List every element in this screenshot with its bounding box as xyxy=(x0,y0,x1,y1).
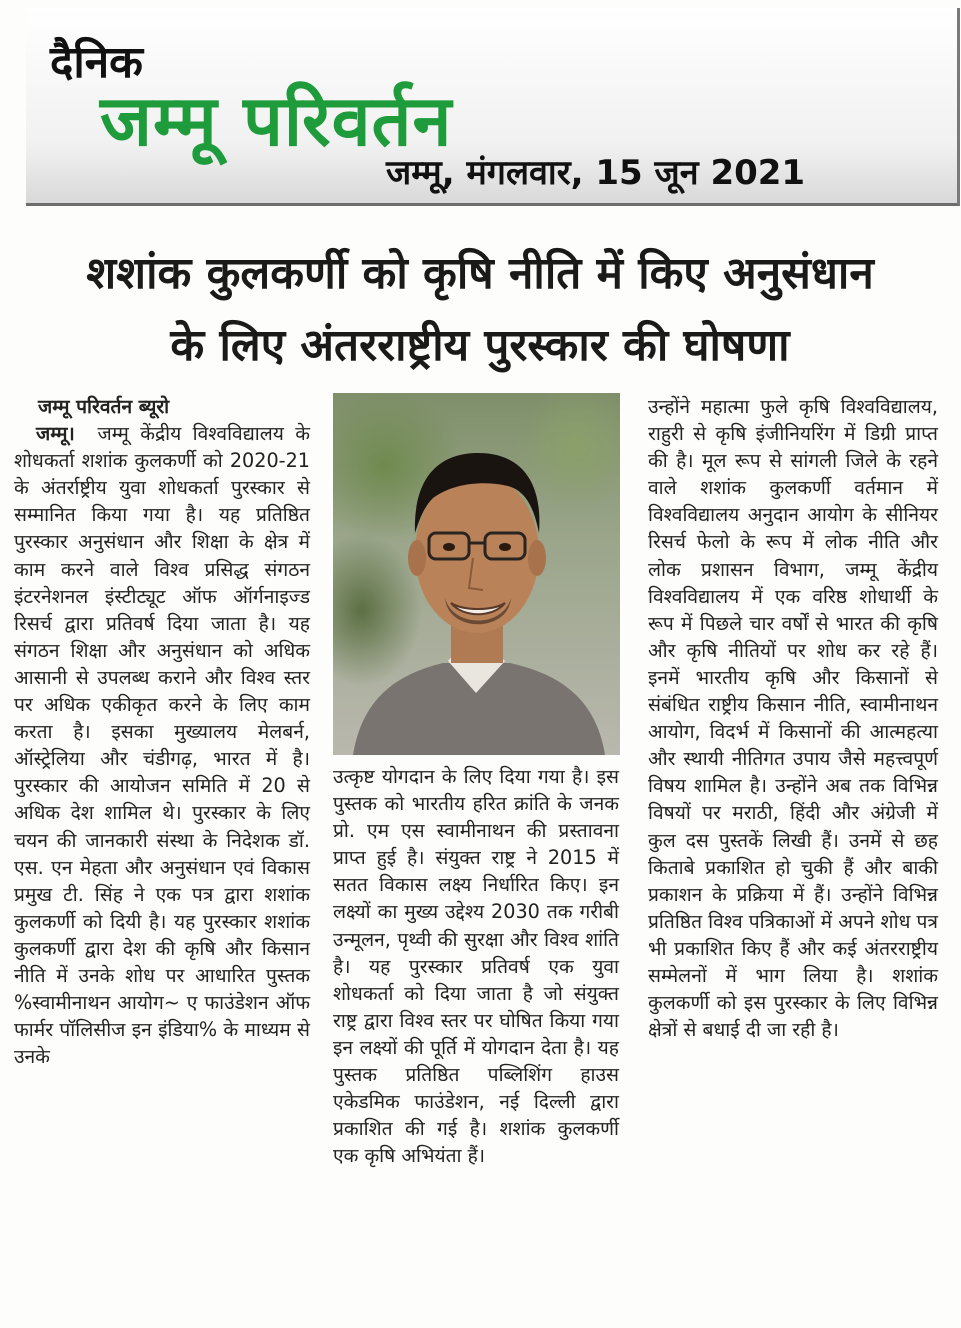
article-column-2 xyxy=(333,763,619,1169)
newspaper-title: जम्मू परिवर्तन xyxy=(100,80,453,162)
portrait-illustration xyxy=(333,393,620,755)
masthead xyxy=(26,8,960,206)
article-place: जम्मू। xyxy=(36,422,75,446)
issue-dateline: जम्मू, मंगलवार, 15 जून 2021 xyxy=(386,153,806,193)
headline-line-2: के लिए अंतरराष्ट्रीय पुरस्कार की घोषणा xyxy=(170,320,790,371)
article-column-1 xyxy=(14,393,310,1070)
column-3-text: उन्होंने महात्मा फुले कृषि विश्वविद्यालय, राहुरी से कृषि इंजीनियरिंग में डिग्री प्राप्त की है। मूल रूप से सांगली जिले के रहने वाले शशांक कुलकर्णी वर्तमान में विश्वविद्यालय अनुदान आयोग के सीनियर रिसर्च फेलो के रूप में लोक नीति और लोक प्रशासन विभाग, जम्मू केंद्रीय विश्वविद्यालय में एक वरिष्ठ शोधार्थी के रूप में पिछले चार वर्षों से भारत की कृषि और कृषि नीतियों पर शोध कर रहे हैं। इनमें भारतीय कृषि और किसानों से संबंधित राष्ट्रीय किसान नीति, स्वामीनाथन आयोग, विदर्भ में किसानों की आत्महत्या और स्थायी नीतिगत उपाय जैसे महत्त्वपूर्ण विषय शामिल है। उन्होंने अब तक विभिन्न विषयों पर मराठी, हिंदी और अंग्रेजी में कुल दस पुस्तकें लिखी हैं। उनमें से छह किताबे प्रकाशित हो चुकी हैं और बाकी प्रकाशन के प्रक्रिया में हैं। उन्होंने विभिन्न प्रतिष्ठित विश्व पत्रिकाओं में अपने शोध पत्र भी प्रकाशित किए हैं और कई अंतरराष्ट्रीय सम्मेलनों में भाग लिया है। शशांक कुलकर्णी को इस पुरस्कार के लिए विभिन्न क्षेत्रों से बधाई दी जा रही है। xyxy=(648,395,938,1042)
masthead-daily-label: दैनिक xyxy=(50,37,143,88)
article-column-3 xyxy=(648,393,938,1043)
column-2-text: उत्कृष्ट योगदान के लिए दिया गया है। इस पुस्तक को भारतीय हरित क्रांति के जनक प्रो. एम एस स्वामीनाथन की प्रस्तावना प्राप्त हुई है। संयुक्त राष्ट्र ने 2015 में सतत विकास लक्ष्य निर्धारित किए। इन लक्ष्यों का मुख्य उद्देश्य 2030 तक गरीबी उन्मूलन, पृथ्वी की सुरक्षा और विश्व शांति है। यह पुरस्कार प्रतिवर्ष एक युवा शोधकर्ता को दिया जाता है जो संयुक्त राष्ट्र द्वारा विश्व स्तर पर घोषित किया गया इन लक्ष्यों की पूर्ति में योगदान देता है। यह पुस्तक प्रतिष्ठित पब्लिशिंग हाउस एकेडमिक फाउंडेशन, नई दिल्ली द्वारा प्रकाशित की गई है। शशांक कुलकर्णी एक कृषि अभियंता हैं। xyxy=(333,765,619,1168)
column-1-text: जम्मू केंद्रीय विश्वविद्यालय के शोधकर्ता शशांक कुलकर्णी को 2020-21 के अंतर्राष्ट्रीय युवा शोधकर्ता पुरस्कार से सम्मानित किया गया है। यह प्रतिष्ठित पुरस्कार अनुसंधान और शिक्षा के क्षेत्र में काम करने वाले विश्व प्रसिद्ध संगठन इंटरनेशनल इंस्टीट्यूट ऑफ ऑर्गनाइज्ड रिसर्च द्वारा प्रतिवर्ष दिया जाता है। यह संगठन शिक्षा और अनुसंधान को अधिक आसानी से उपलब्ध कराने और विश्व स्तर पर अधिक एकीकृत करने के लिए काम करता है। इसका मुख्यालय मेलबर्न, ऑस्ट्रेलिया और चंडीगढ़, भारत में है। पुरस्कार की आयोजन समिति में 20 से अधिक देश शामिल थे। पुरस्कार के लिए चयन की जानकारी संस्था के निदेशक डॉ. एस. एन मेहता और अनुसंधान एवं विकास प्रमुख टी. सिंह ने एक पत्र द्वारा शशांक कुलकर्णी को दियी है। यह पुरस्कार शशांक कुलकर्णी द्वारा देश की कृषि और किसान नीति में उनके शोध पर आधारित पुस्तक %स्वामीनाथन आयोग~ ए फाउंडेशन ऑफ फार्मर पॉलिसीज इन इंडिया% के माध्यम से उनके xyxy=(14,422,310,1069)
portrait-photo xyxy=(333,393,620,755)
headline-line-1: शशांक कुलकर्णी को कृषि नीति में किए अनुसंधान xyxy=(86,248,874,299)
article-byline: जम्मू परिवर्तन ब्यूरो xyxy=(38,395,170,418)
article-headline xyxy=(10,238,950,382)
